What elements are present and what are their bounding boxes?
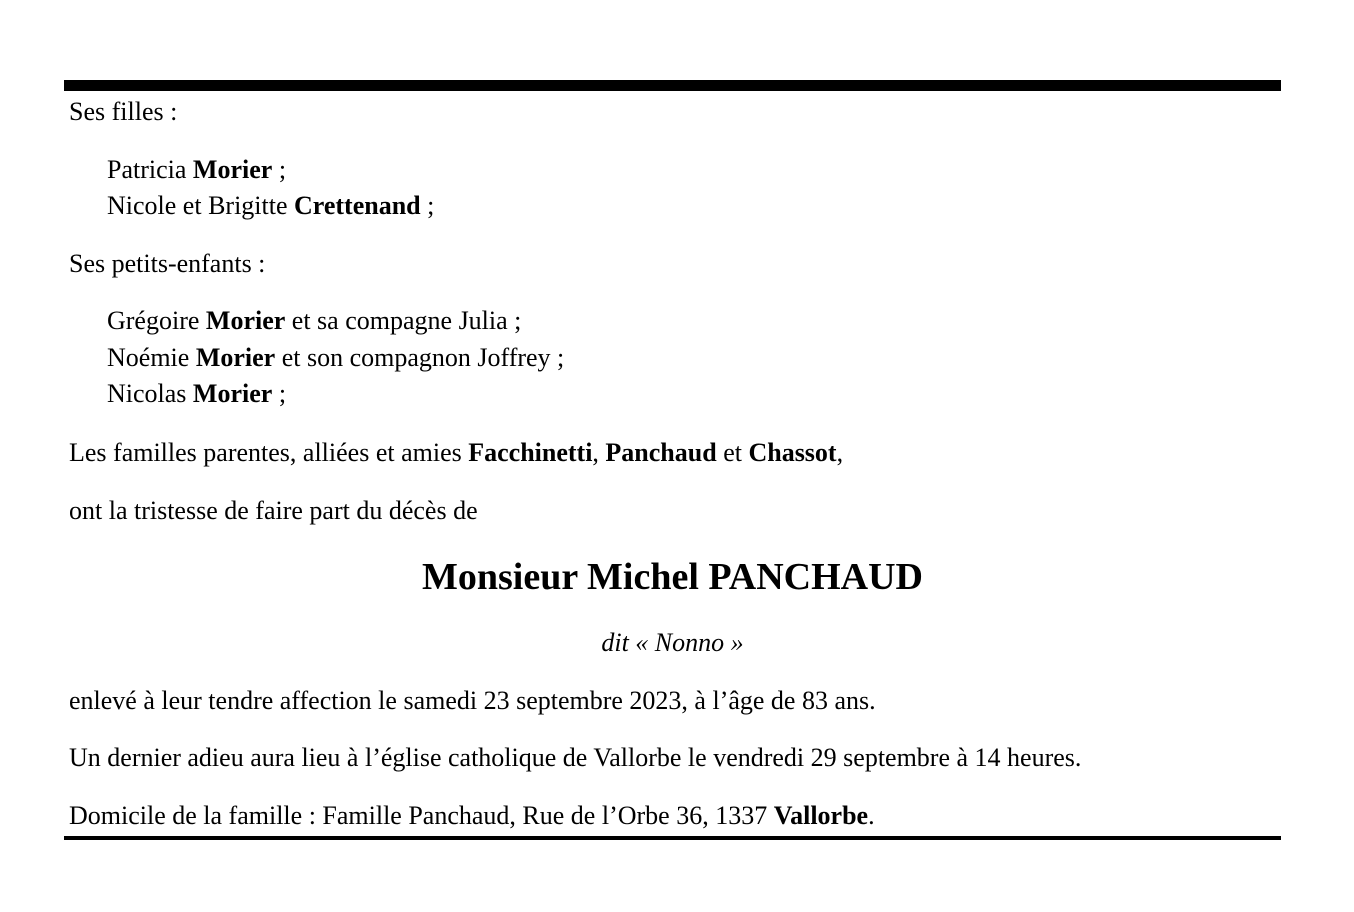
line-rest: ;: [272, 379, 287, 408]
daughter-line: [107, 155, 286, 185]
family-name: Facchinetti: [468, 438, 593, 467]
domicile-end: .: [868, 801, 875, 830]
families-prefix: Les familles parentes, alliées et amies: [69, 438, 469, 467]
grandchildren-heading: Ses petits-enfants :: [69, 249, 266, 278]
grandchild-line: [107, 306, 521, 336]
last-name: Morier: [192, 155, 273, 184]
first-name: Nicole et Brigitte: [107, 191, 295, 220]
top-rule: [64, 80, 1281, 91]
line-rest: ;: [272, 155, 287, 184]
line-rest: ;: [420, 191, 435, 220]
domicile-text: Domicile de la famille : Famille Panchaud, Rue de l’Orbe 36, 1337: [69, 801, 774, 830]
family-name: Chassot: [748, 438, 837, 467]
announcement-line: ont la tristesse de faire part du décès de: [69, 496, 478, 525]
grandchild-line: [107, 379, 286, 409]
deceased-nickname: dit « Nonno »: [601, 628, 744, 657]
domicile-line: [69, 801, 875, 831]
last-name: Morier: [195, 343, 276, 372]
last-name: Morier: [205, 306, 286, 335]
line-rest: et sa compagne Julia ;: [285, 306, 522, 335]
funeral-line: Un dernier adieu aura lieu à l’église catholique de Vallorbe le vendredi 29 septembre à 14 heures.: [69, 743, 1082, 772]
separator: et: [716, 438, 749, 467]
bottom-rule: [64, 836, 1281, 840]
daughter-line: [107, 191, 434, 221]
line-rest: et son compagnon Joffrey ;: [275, 343, 565, 372]
families-line: [69, 438, 843, 468]
first-name: Nicolas: [107, 379, 193, 408]
family-name: Panchaud: [605, 438, 717, 467]
first-name: Grégoire: [107, 306, 206, 335]
death-notice-line: enlevé à leur tendre affection le samedi 23 septembre 2023, à l’âge de 83 ans.: [69, 686, 876, 715]
separator: ,: [592, 438, 606, 467]
deceased-name: Monsieur Michel PANCHAUD: [422, 556, 923, 598]
first-name: Noémie: [107, 343, 196, 372]
grandchild-line: [107, 343, 564, 373]
last-name: Crettenand: [294, 191, 421, 220]
last-name: Morier: [192, 379, 273, 408]
domicile-city: Vallorbe: [773, 801, 869, 830]
families-suffix: ,: [836, 438, 844, 467]
first-name: Patricia: [107, 155, 193, 184]
daughters-heading: Ses filles :: [69, 97, 178, 126]
